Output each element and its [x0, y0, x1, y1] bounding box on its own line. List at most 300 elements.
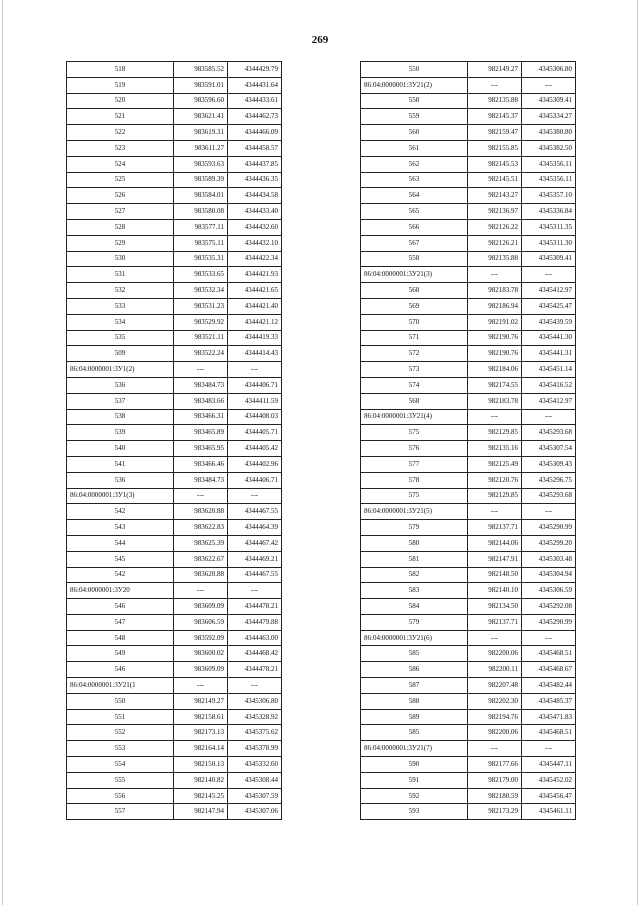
table-row — [67, 772, 282, 788]
table-row — [67, 725, 282, 741]
x-coordinate-cell: 982135.88 — [468, 251, 522, 267]
y-coordinate-cell: 4344411.59 — [228, 393, 282, 409]
table-row — [361, 125, 576, 141]
y-coordinate-cell: --- — [522, 504, 576, 520]
point-number-cell: 533 — [67, 298, 174, 314]
y-coordinate-cell: 4344421.65 — [228, 283, 282, 299]
x-coordinate-cell: 983622.67 — [174, 551, 228, 567]
table-row — [361, 219, 576, 235]
y-coordinate-cell: 4344432.60 — [228, 219, 282, 235]
point-number-cell: 544 — [67, 535, 174, 551]
y-coordinate-cell: 4345293.68 — [522, 425, 576, 441]
y-coordinate-cell: 4345357.10 — [522, 188, 576, 204]
y-coordinate-cell: 4345482.44 — [522, 678, 576, 694]
x-coordinate-cell: 982126.22 — [468, 219, 522, 235]
y-coordinate-cell: 4344462.73 — [228, 109, 282, 125]
point-number-cell: 543 — [67, 520, 174, 536]
parcel-header-row — [67, 583, 282, 599]
table-row — [67, 204, 282, 220]
page-number: 269 — [311, 34, 329, 46]
point-number-cell: 567 — [361, 235, 468, 251]
point-number-cell: 589 — [361, 709, 468, 725]
point-number-cell: 522 — [67, 125, 174, 141]
x-coordinate-cell: --- — [468, 77, 522, 93]
point-number-cell: 592 — [361, 788, 468, 804]
x-coordinate-cell: 983466.46 — [174, 456, 228, 472]
x-coordinate-cell: --- — [174, 583, 228, 599]
table-row — [67, 662, 282, 678]
point-number-cell: 556 — [67, 788, 174, 804]
table-row — [361, 441, 576, 457]
coordinates-table-right — [360, 61, 576, 820]
point-number-cell: 574 — [361, 377, 468, 393]
y-coordinate-cell: 4345380.80 — [522, 125, 576, 141]
x-coordinate-cell: 982180.59 — [468, 788, 522, 804]
y-coordinate-cell: 4344402.96 — [228, 456, 282, 472]
table-row — [67, 219, 282, 235]
y-coordinate-cell: --- — [522, 267, 576, 283]
point-number-cell: 536 — [67, 377, 174, 393]
table-row — [361, 772, 576, 788]
point-number-cell: 553 — [67, 741, 174, 757]
point-number-cell: 546 — [67, 599, 174, 615]
table-row — [361, 251, 576, 267]
y-coordinate-cell: 4345378.99 — [228, 741, 282, 757]
x-coordinate-cell: 982155.85 — [468, 140, 522, 156]
point-number-cell: 571 — [361, 330, 468, 346]
table-row — [67, 172, 282, 188]
point-number-cell: 527 — [67, 204, 174, 220]
y-coordinate-cell: 4345309.41 — [522, 251, 576, 267]
x-coordinate-cell: --- — [468, 504, 522, 520]
point-number-cell: 549 — [67, 646, 174, 662]
point-number-cell: 579 — [361, 614, 468, 630]
y-coordinate-cell: 4345356.11 — [522, 156, 576, 172]
x-coordinate-cell: 982143.27 — [468, 188, 522, 204]
point-number-cell: 552 — [67, 725, 174, 741]
point-number-cell: 509 — [67, 346, 174, 362]
y-coordinate-cell: 4345468.51 — [522, 725, 576, 741]
x-coordinate-cell: 983611.27 — [174, 140, 228, 156]
parcel-header-row — [361, 267, 576, 283]
y-coordinate-cell: 4345306.80 — [228, 693, 282, 709]
table-row — [67, 804, 282, 820]
x-coordinate-cell: 982150.13 — [174, 757, 228, 773]
y-coordinate-cell: 4345441.31 — [522, 346, 576, 362]
x-coordinate-cell: 983619.31 — [174, 125, 228, 141]
x-coordinate-cell: 982190.76 — [468, 330, 522, 346]
x-coordinate-cell: 983575.11 — [174, 235, 228, 251]
y-coordinate-cell: 4344421.93 — [228, 267, 282, 283]
table-row — [361, 804, 576, 820]
x-coordinate-cell: 983465.95 — [174, 441, 228, 457]
table-row — [67, 109, 282, 125]
point-number-cell: 528 — [67, 219, 174, 235]
table-row — [361, 646, 576, 662]
table-row — [361, 425, 576, 441]
y-coordinate-cell: --- — [228, 583, 282, 599]
y-coordinate-cell: --- — [522, 741, 576, 757]
x-coordinate-cell: 982147.91 — [468, 551, 522, 567]
table-row — [361, 472, 576, 488]
point-number-cell: 560 — [361, 125, 468, 141]
y-coordinate-cell: 4344478.21 — [228, 599, 282, 615]
x-coordinate-cell: 983531.23 — [174, 298, 228, 314]
table-row — [67, 298, 282, 314]
point-number-cell: 541 — [67, 456, 174, 472]
point-number-cell: 542 — [67, 504, 174, 520]
y-coordinate-cell: 4344432.10 — [228, 235, 282, 251]
x-coordinate-cell: 982134.50 — [468, 599, 522, 615]
point-number-cell: 554 — [67, 757, 174, 773]
point-number-cell: 561 — [361, 140, 468, 156]
y-coordinate-cell: 4345306.80 — [522, 62, 576, 78]
x-coordinate-cell: 982194.76 — [468, 709, 522, 725]
x-coordinate-cell: 982140.82 — [174, 772, 228, 788]
x-coordinate-cell: 983529.92 — [174, 314, 228, 330]
x-coordinate-cell: 982137.71 — [468, 614, 522, 630]
y-coordinate-cell: 4345441.30 — [522, 330, 576, 346]
table-row — [67, 93, 282, 109]
table-row — [361, 314, 576, 330]
y-coordinate-cell: 4345303.48 — [522, 551, 576, 567]
x-coordinate-cell: 982136.97 — [468, 204, 522, 220]
table-row — [67, 693, 282, 709]
x-coordinate-cell: 982145.25 — [174, 788, 228, 804]
table-row — [361, 614, 576, 630]
parcel-id-cell: 86:04:0000001:3У1(2) — [67, 362, 174, 378]
x-coordinate-cell: 982145.37 — [468, 109, 522, 125]
y-coordinate-cell: 4345412.97 — [522, 283, 576, 299]
parcel-id-cell: 86:04:0000001:3У21(6) — [361, 630, 468, 646]
table-row — [67, 346, 282, 362]
y-coordinate-cell: 4345290.99 — [522, 614, 576, 630]
x-coordinate-cell: 983533.65 — [174, 267, 228, 283]
x-coordinate-cell: 983532.34 — [174, 283, 228, 299]
parcel-id-cell: 86:04:0000001:3У20 — [67, 583, 174, 599]
y-coordinate-cell: 4344421.40 — [228, 298, 282, 314]
point-number-cell: 558 — [361, 251, 468, 267]
table-row — [361, 393, 576, 409]
y-coordinate-cell: 4345304.94 — [522, 567, 576, 583]
point-number-cell: 578 — [361, 472, 468, 488]
table-row — [361, 362, 576, 378]
parcel-id-cell: 86:04:0000001:3У21(4) — [361, 409, 468, 425]
table-row — [361, 377, 576, 393]
x-coordinate-cell: 983465.89 — [174, 425, 228, 441]
y-coordinate-cell: 4344433.40 — [228, 204, 282, 220]
x-coordinate-cell: 983483.66 — [174, 393, 228, 409]
table-row — [67, 567, 282, 583]
y-coordinate-cell: 4344467.55 — [228, 504, 282, 520]
y-coordinate-cell: --- — [228, 488, 282, 504]
table-row — [67, 330, 282, 346]
table-row — [67, 520, 282, 536]
point-number-cell: 539 — [67, 425, 174, 441]
point-number-cell: 555 — [67, 772, 174, 788]
y-coordinate-cell: 4344405.42 — [228, 441, 282, 457]
table-row — [67, 140, 282, 156]
y-coordinate-cell: --- — [522, 630, 576, 646]
table-row — [67, 456, 282, 472]
parcel-header-row — [67, 678, 282, 694]
y-coordinate-cell: --- — [522, 77, 576, 93]
y-coordinate-cell: 4345290.99 — [522, 520, 576, 536]
point-number-cell: 550 — [361, 62, 468, 78]
x-coordinate-cell: 983593.63 — [174, 156, 228, 172]
point-number-cell: 575 — [361, 425, 468, 441]
y-coordinate-cell: 4344434.58 — [228, 188, 282, 204]
table-row — [361, 346, 576, 362]
x-coordinate-cell: 983622.83 — [174, 520, 228, 536]
point-number-cell: 593 — [361, 804, 468, 820]
y-coordinate-cell: 4345439.59 — [522, 314, 576, 330]
point-number-cell: 587 — [361, 678, 468, 694]
x-coordinate-cell: 983584.01 — [174, 188, 228, 204]
point-number-cell: 591 — [361, 772, 468, 788]
point-number-cell: 542 — [67, 567, 174, 583]
x-coordinate-cell: --- — [174, 362, 228, 378]
point-number-cell: 518 — [67, 62, 174, 78]
point-number-cell: 525 — [67, 172, 174, 188]
y-coordinate-cell: 4345334.27 — [522, 109, 576, 125]
x-coordinate-cell: 983585.52 — [174, 62, 228, 78]
table-row — [67, 62, 282, 78]
x-coordinate-cell: 982144.06 — [468, 535, 522, 551]
parcel-id-cell: 86:04:0000001:3У21(1 — [67, 678, 174, 694]
table-row — [67, 504, 282, 520]
point-number-cell: 564 — [361, 188, 468, 204]
y-coordinate-cell: 4345382.50 — [522, 140, 576, 156]
point-number-cell: 545 — [67, 551, 174, 567]
point-number-cell: 566 — [361, 219, 468, 235]
point-number-cell: 584 — [361, 599, 468, 615]
table-row — [361, 298, 576, 314]
point-number-cell: 550 — [67, 693, 174, 709]
table-row — [361, 62, 576, 78]
point-number-cell: 586 — [361, 662, 468, 678]
y-coordinate-cell: 4344479.88 — [228, 614, 282, 630]
point-number-cell: 523 — [67, 140, 174, 156]
x-coordinate-cell: 982158.61 — [174, 709, 228, 725]
y-coordinate-cell: 4345311.30 — [522, 235, 576, 251]
point-number-cell: 532 — [67, 283, 174, 299]
x-coordinate-cell: 982183.78 — [468, 283, 522, 299]
parcel-header-row — [361, 77, 576, 93]
x-coordinate-cell: 982173.13 — [174, 725, 228, 741]
table-row — [67, 757, 282, 773]
x-coordinate-cell: 983600.02 — [174, 646, 228, 662]
table-row — [361, 788, 576, 804]
point-number-cell: 579 — [361, 520, 468, 536]
y-coordinate-cell: --- — [228, 678, 282, 694]
point-number-cell: 548 — [67, 630, 174, 646]
table-row — [361, 204, 576, 220]
point-number-cell: 583 — [361, 583, 468, 599]
y-coordinate-cell: 4345307.54 — [522, 441, 576, 457]
y-coordinate-cell: 4344419.33 — [228, 330, 282, 346]
point-number-cell: 565 — [361, 204, 468, 220]
table-row — [67, 646, 282, 662]
parcel-header-row — [361, 504, 576, 520]
x-coordinate-cell: 982200.11 — [468, 662, 522, 678]
y-coordinate-cell: 4345307.59 — [228, 788, 282, 804]
table-row — [361, 662, 576, 678]
y-coordinate-cell: 4344478.21 — [228, 662, 282, 678]
x-coordinate-cell: 983535.31 — [174, 251, 228, 267]
y-coordinate-cell: 4344422.34 — [228, 251, 282, 267]
table-row — [361, 520, 576, 536]
y-coordinate-cell: 4344414.43 — [228, 346, 282, 362]
scan-edge-right — [637, 0, 638, 905]
point-number-cell: 580 — [361, 535, 468, 551]
x-coordinate-cell: 983521.11 — [174, 330, 228, 346]
y-coordinate-cell: 4345416.52 — [522, 377, 576, 393]
y-coordinate-cell: 4344436.35 — [228, 172, 282, 188]
point-number-cell: 540 — [67, 441, 174, 457]
point-number-cell: 588 — [361, 693, 468, 709]
x-coordinate-cell: 982120.76 — [468, 472, 522, 488]
x-coordinate-cell: 982147.94 — [174, 804, 228, 820]
point-number-cell: 547 — [67, 614, 174, 630]
x-coordinate-cell: 983589.39 — [174, 172, 228, 188]
point-number-cell: 585 — [361, 646, 468, 662]
y-coordinate-cell: 4344406.71 — [228, 472, 282, 488]
y-coordinate-cell: 4345468.67 — [522, 662, 576, 678]
x-coordinate-cell: 983592.09 — [174, 630, 228, 646]
table-row — [361, 235, 576, 251]
y-coordinate-cell: 4344468.42 — [228, 646, 282, 662]
table-row — [67, 377, 282, 393]
parcel-header-row — [361, 630, 576, 646]
x-coordinate-cell: 982164.14 — [174, 741, 228, 757]
x-coordinate-cell: 982173.29 — [468, 804, 522, 820]
table-row — [67, 393, 282, 409]
x-coordinate-cell: 982202.30 — [468, 693, 522, 709]
y-coordinate-cell: 4344431.64 — [228, 77, 282, 93]
y-coordinate-cell: 4345447.11 — [522, 757, 576, 773]
parcel-id-cell: 86:04:0000001:3У21(3) — [361, 267, 468, 283]
table-row — [361, 709, 576, 725]
x-coordinate-cell: 983620.88 — [174, 504, 228, 520]
point-number-cell: 570 — [361, 314, 468, 330]
table-row — [361, 172, 576, 188]
y-coordinate-cell: 4345356.11 — [522, 172, 576, 188]
x-coordinate-cell: 982186.94 — [468, 298, 522, 314]
x-coordinate-cell: 982145.51 — [468, 172, 522, 188]
table-row — [361, 93, 576, 109]
table-row — [361, 599, 576, 615]
point-number-cell: 568 — [361, 283, 468, 299]
y-coordinate-cell: 4345336.84 — [522, 204, 576, 220]
x-coordinate-cell: 983609.09 — [174, 599, 228, 615]
parcel-id-cell: 86:04:0000001:3У21(7) — [361, 741, 468, 757]
y-coordinate-cell: 4345308.44 — [228, 772, 282, 788]
x-coordinate-cell: 982137.71 — [468, 520, 522, 536]
parcel-id-cell: 86:04:0000001:3У21(2) — [361, 77, 468, 93]
table-row — [67, 235, 282, 251]
point-number-cell: 551 — [67, 709, 174, 725]
parcel-header-row — [361, 741, 576, 757]
point-number-cell: 576 — [361, 441, 468, 457]
table-row — [361, 678, 576, 694]
table-row — [67, 630, 282, 646]
point-number-cell: 529 — [67, 235, 174, 251]
y-coordinate-cell: 4345456.47 — [522, 788, 576, 804]
y-coordinate-cell: 4344406.71 — [228, 377, 282, 393]
x-coordinate-cell: 982148.50 — [468, 567, 522, 583]
point-number-cell: 562 — [361, 156, 468, 172]
point-number-cell: 575 — [361, 488, 468, 504]
x-coordinate-cell: 982135.16 — [468, 441, 522, 457]
point-number-cell: 538 — [67, 409, 174, 425]
point-number-cell: 563 — [361, 172, 468, 188]
x-coordinate-cell: 982207.48 — [468, 678, 522, 694]
table-row — [67, 614, 282, 630]
y-coordinate-cell: 4344466.09 — [228, 125, 282, 141]
x-coordinate-cell: 982126.21 — [468, 235, 522, 251]
y-coordinate-cell: 4345461.11 — [522, 804, 576, 820]
x-coordinate-cell: 982190.76 — [468, 346, 522, 362]
x-coordinate-cell: 983522.24 — [174, 346, 228, 362]
y-coordinate-cell: 4344467.55 — [228, 567, 282, 583]
coordinates-table-left — [66, 61, 282, 820]
point-number-cell: 558 — [361, 93, 468, 109]
table-row — [361, 583, 576, 599]
y-coordinate-cell: 4344437.85 — [228, 156, 282, 172]
table-row — [67, 188, 282, 204]
table-row — [67, 251, 282, 267]
table-row — [361, 693, 576, 709]
table-row — [361, 535, 576, 551]
point-number-cell: 590 — [361, 757, 468, 773]
point-number-cell: 557 — [67, 804, 174, 820]
point-number-cell: 524 — [67, 156, 174, 172]
x-coordinate-cell: 982129.85 — [468, 488, 522, 504]
x-coordinate-cell: 982125.49 — [468, 456, 522, 472]
point-number-cell: 530 — [67, 251, 174, 267]
table-row — [361, 456, 576, 472]
x-coordinate-cell: --- — [468, 630, 522, 646]
point-number-cell: 585 — [361, 725, 468, 741]
point-number-cell: 520 — [67, 93, 174, 109]
table-row — [361, 109, 576, 125]
table-row — [67, 551, 282, 567]
y-coordinate-cell: 4344405.71 — [228, 425, 282, 441]
table-row — [361, 283, 576, 299]
y-coordinate-cell: 4344458.57 — [228, 140, 282, 156]
y-coordinate-cell: 4345299.20 — [522, 535, 576, 551]
x-coordinate-cell: 983484.73 — [174, 377, 228, 393]
x-coordinate-cell: 982145.53 — [468, 156, 522, 172]
y-coordinate-cell: 4345412.97 — [522, 393, 576, 409]
y-coordinate-cell: 4344421.12 — [228, 314, 282, 330]
parcel-header-row — [361, 409, 576, 425]
x-coordinate-cell: 982177.66 — [468, 757, 522, 773]
x-coordinate-cell: 982200.06 — [468, 646, 522, 662]
table-row — [361, 757, 576, 773]
y-coordinate-cell: 4345468.51 — [522, 646, 576, 662]
y-coordinate-cell: 4344408.03 — [228, 409, 282, 425]
parcel-id-cell: 86:04:0000001:3У1(3) — [67, 488, 174, 504]
point-number-cell: 572 — [361, 346, 468, 362]
table-row — [361, 567, 576, 583]
point-number-cell: 526 — [67, 188, 174, 204]
y-coordinate-cell: 4345452.02 — [522, 772, 576, 788]
y-coordinate-cell: 4344464.39 — [228, 520, 282, 536]
y-coordinate-cell: 4345309.41 — [522, 93, 576, 109]
table-row — [67, 535, 282, 551]
